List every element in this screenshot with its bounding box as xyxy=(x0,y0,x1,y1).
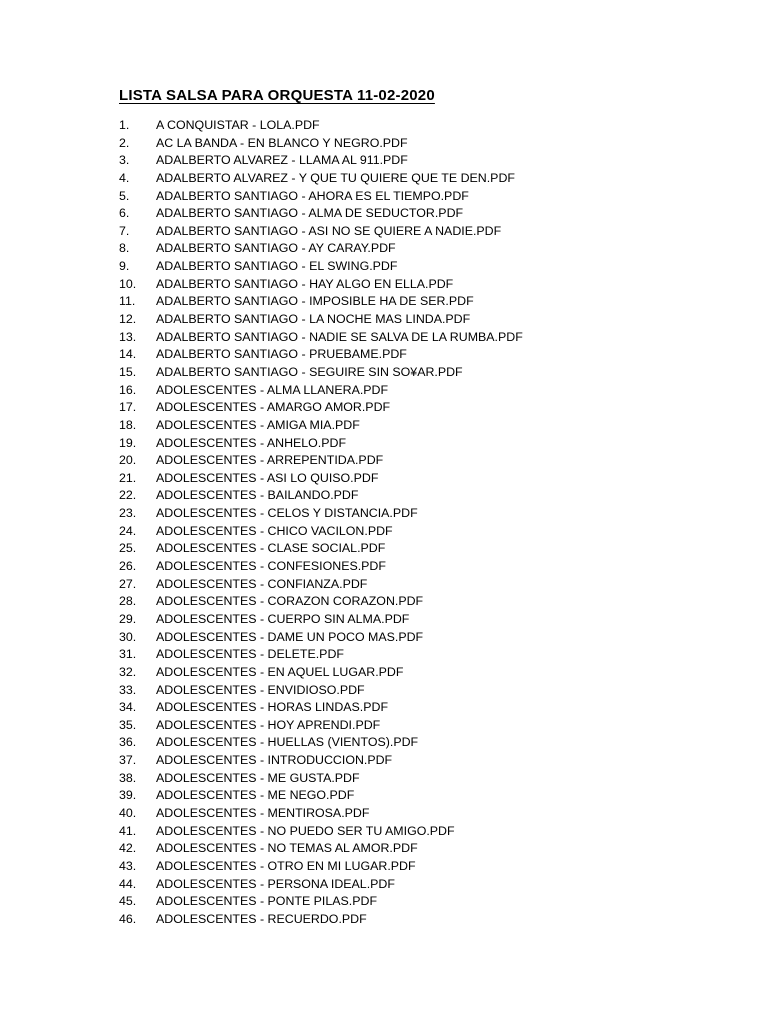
list-item xyxy=(119,188,523,206)
list-item-number: 12. xyxy=(119,312,137,327)
list-item-filename: ADALBERTO SANTIAGO - AY CARAY.PDF xyxy=(156,241,396,256)
list-item-number: 39. xyxy=(119,788,137,803)
list-item-filename: ADOLESCENTES - INTRODUCCION.PDF xyxy=(156,753,393,768)
list-item-number: 42. xyxy=(119,841,137,856)
list-item-filename: ADOLESCENTES - CORAZON CORAZON.PDF xyxy=(156,594,424,609)
list-item-number: 30. xyxy=(119,629,137,644)
list-item-filename: A CONQUISTAR - LOLA.PDF xyxy=(156,118,320,132)
list-item-filename: ADOLESCENTES - NO PUEDO SER TU AMIGO.PDF xyxy=(156,823,455,838)
list-item xyxy=(119,417,523,435)
list-item xyxy=(119,223,523,241)
list-item-number: 43. xyxy=(119,858,137,873)
list-item-number: 20. xyxy=(119,453,137,468)
list-item xyxy=(119,823,523,841)
list-item-filename: ADOLESCENTES - HOY APRENDI.PDF xyxy=(156,717,381,732)
list-item-number: 19. xyxy=(119,435,137,450)
list-item-number: 17. xyxy=(119,400,137,415)
list-item-filename: ADALBERTO SANTIAGO - AHORA ES EL TIEMPO.PDF xyxy=(156,188,469,203)
list-item-number: 3. xyxy=(119,153,130,168)
list-item-filename: ADOLESCENTES - CUERPO SIN ALMA.PDF xyxy=(156,611,410,626)
list-item xyxy=(119,876,523,894)
list-item xyxy=(119,205,523,223)
list-item-number: 27. xyxy=(119,576,137,591)
list-item-number: 1. xyxy=(119,118,130,132)
list-item xyxy=(119,611,523,629)
list-item-filename: ADALBERTO SANTIAGO - ALMA DE SEDUCTOR.PDF xyxy=(156,206,464,221)
list-item-filename: ADOLESCENTES - PERSONA IDEAL.PDF xyxy=(156,876,395,891)
list-item-filename: ADALBERTO SANTIAGO - HAY ALGO EN ELLA.PDF xyxy=(156,276,454,291)
list-item-number: 5. xyxy=(119,188,130,203)
page-title: LISTA SALSA PARA ORQUESTA 11-02-2020 xyxy=(119,87,435,104)
list-item-number: 10. xyxy=(119,276,137,291)
list-item-number: 45. xyxy=(119,894,137,909)
list-item-filename: ADALBERTO SANTIAGO - ASI NO SE QUIERE A NADIE.PDF xyxy=(156,223,502,238)
list-item-filename: ADOLESCENTES - AMARGO AMOR.PDF xyxy=(156,400,391,415)
list-item xyxy=(119,893,523,911)
list-item xyxy=(119,152,523,170)
list-item-number: 13. xyxy=(119,329,137,344)
list-item-number: 23. xyxy=(119,506,137,521)
list-item xyxy=(119,293,523,311)
list-item xyxy=(119,382,523,400)
list-item xyxy=(119,399,523,417)
list-item-number: 2. xyxy=(119,135,130,150)
list-item-number: 31. xyxy=(119,647,137,662)
list-item-filename: ADOLESCENTES - PONTE PILAS.PDF xyxy=(156,894,378,909)
list-item-filename: ADOLESCENTES - MENTIROSA.PDF xyxy=(156,805,370,820)
list-item-number: 46. xyxy=(119,911,137,926)
list-item-filename: ADALBERTO SANTIAGO - SEGUIRE SIN SO¥AR.PDF xyxy=(156,364,463,379)
list-item-number: 26. xyxy=(119,559,137,574)
list-item-filename: AC LA BANDA - EN BLANCO Y NEGRO.PDF xyxy=(156,135,408,150)
list-item xyxy=(119,664,523,682)
list-item xyxy=(119,170,523,188)
list-item-number: 37. xyxy=(119,753,137,768)
list-item xyxy=(119,770,523,788)
list-item-number: 9. xyxy=(119,259,130,274)
song-list xyxy=(119,117,523,928)
list-item xyxy=(119,699,523,717)
list-item xyxy=(119,470,523,488)
list-item xyxy=(119,576,523,594)
list-item-number: 15. xyxy=(119,364,137,379)
list-item-filename: ADOLESCENTES - ARREPENTIDA.PDF xyxy=(156,453,384,468)
list-item xyxy=(119,452,523,470)
list-item-number: 14. xyxy=(119,347,137,362)
list-item-filename: ADOLESCENTES - ME GUSTA.PDF xyxy=(156,770,360,785)
list-item xyxy=(119,734,523,752)
list-item xyxy=(119,523,523,541)
list-item xyxy=(119,593,523,611)
list-item xyxy=(119,135,523,153)
list-item-filename: ADOLESCENTES - CELOS Y DISTANCIA.PDF xyxy=(156,506,418,521)
list-item xyxy=(119,629,523,647)
list-item-filename: ADALBERTO SANTIAGO - EL SWING.PDF xyxy=(156,259,398,274)
list-item-filename: ADALBERTO ALVAREZ - LLAMA AL 911.PDF xyxy=(156,153,408,168)
list-item xyxy=(119,558,523,576)
list-item xyxy=(119,858,523,876)
list-item-number: 21. xyxy=(119,470,137,485)
list-item-filename: ADOLESCENTES - HUELLAS (VIENTOS).PDF xyxy=(156,735,419,750)
list-item-number: 6. xyxy=(119,206,130,221)
list-item-number: 16. xyxy=(119,382,137,397)
list-item-filename: ADOLESCENTES - ENVIDIOSO.PDF xyxy=(156,682,365,697)
list-item-filename: ADOLESCENTES - CLASE SOCIAL.PDF xyxy=(156,541,386,556)
list-item-number: 29. xyxy=(119,611,137,626)
list-item-filename: ADALBERTO SANTIAGO - LA NOCHE MAS LINDA.PDF xyxy=(156,312,471,327)
list-item-number: 25. xyxy=(119,541,137,556)
list-item xyxy=(119,752,523,770)
list-item-filename: ADOLESCENTES - CHICO VACILON.PDF xyxy=(156,523,393,538)
list-item-number: 11. xyxy=(119,294,136,309)
list-item-filename: ADALBERTO SANTIAGO - PRUEBAME.PDF xyxy=(156,347,407,362)
list-item-filename: ADALBERTO SANTIAGO - NADIE SE SALVA DE LA RUMBA.PDF xyxy=(156,329,523,344)
list-item xyxy=(119,329,523,347)
list-item-number: 24. xyxy=(119,523,137,538)
list-item-number: 33. xyxy=(119,682,137,697)
list-item xyxy=(119,540,523,558)
list-item-number: 32. xyxy=(119,664,137,679)
list-item-number: 7. xyxy=(119,223,130,238)
list-item xyxy=(119,240,523,258)
list-item-number: 36. xyxy=(119,735,137,750)
list-item xyxy=(119,787,523,805)
list-item-number: 34. xyxy=(119,700,137,715)
list-item-filename: ADOLESCENTES - DELETE.PDF xyxy=(156,647,344,662)
list-item-filename: ADOLESCENTES - CONFIANZA.PDF xyxy=(156,576,368,591)
list-item-filename: ADALBERTO ALVAREZ - Y QUE TU QUIERE QUE TE DEN.PDF xyxy=(156,170,515,185)
list-item xyxy=(119,805,523,823)
list-item-filename: ADOLESCENTES - ME NEGO.PDF xyxy=(156,788,355,803)
list-item-number: 18. xyxy=(119,417,137,432)
list-item-filename: ADOLESCENTES - EN AQUEL LUGAR.PDF xyxy=(156,664,404,679)
list-item-filename: ADOLESCENTES - BAILANDO.PDF xyxy=(156,488,359,503)
list-item-number: 44. xyxy=(119,876,137,891)
list-item-filename: ADOLESCENTES - DAME UN POCO MAS.PDF xyxy=(156,629,424,644)
list-item xyxy=(119,717,523,735)
list-item xyxy=(119,646,523,664)
list-item-filename: ADOLESCENTES - AMIGA MIA.PDF xyxy=(156,417,360,432)
list-item xyxy=(119,505,523,523)
list-item-number: 41. xyxy=(119,823,137,838)
list-item-filename: ADOLESCENTES - OTRO EN MI LUGAR.PDF xyxy=(156,858,416,873)
list-item-filename: ADOLESCENTES - NO TEMAS AL AMOR.PDF xyxy=(156,841,418,856)
list-item-number: 38. xyxy=(119,770,137,785)
list-item xyxy=(119,258,523,276)
list-item-filename: ADOLESCENTES - HORAS LINDAS.PDF xyxy=(156,700,389,715)
list-item-filename: ADOLESCENTES - ALMA LLANERA.PDF xyxy=(156,382,389,397)
list-item xyxy=(119,840,523,858)
list-item-filename: ADOLESCENTES - CONFESIONES.PDF xyxy=(156,559,386,574)
list-item-filename: ADOLESCENTES - ASI LO QUISO.PDF xyxy=(156,470,379,485)
list-item-number: 8. xyxy=(119,241,130,256)
list-item-filename: ADOLESCENTES - ANHELO.PDF xyxy=(156,435,347,450)
list-item xyxy=(119,311,523,329)
list-item xyxy=(119,682,523,700)
list-item xyxy=(119,117,523,135)
list-item xyxy=(119,911,523,929)
list-item-number: 40. xyxy=(119,805,137,820)
list-item-filename: ADOLESCENTES - RECUERDO.PDF xyxy=(156,911,367,926)
list-item-filename: ADALBERTO SANTIAGO - IMPOSIBLE HA DE SER.PDF xyxy=(156,294,474,309)
list-item-number: 28. xyxy=(119,594,137,609)
list-item xyxy=(119,346,523,364)
list-item xyxy=(119,364,523,382)
list-item-number: 4. xyxy=(119,170,130,185)
list-item xyxy=(119,487,523,505)
list-item-number: 22. xyxy=(119,488,137,503)
list-item xyxy=(119,435,523,453)
list-item-number: 35. xyxy=(119,717,137,732)
list-item xyxy=(119,276,523,294)
